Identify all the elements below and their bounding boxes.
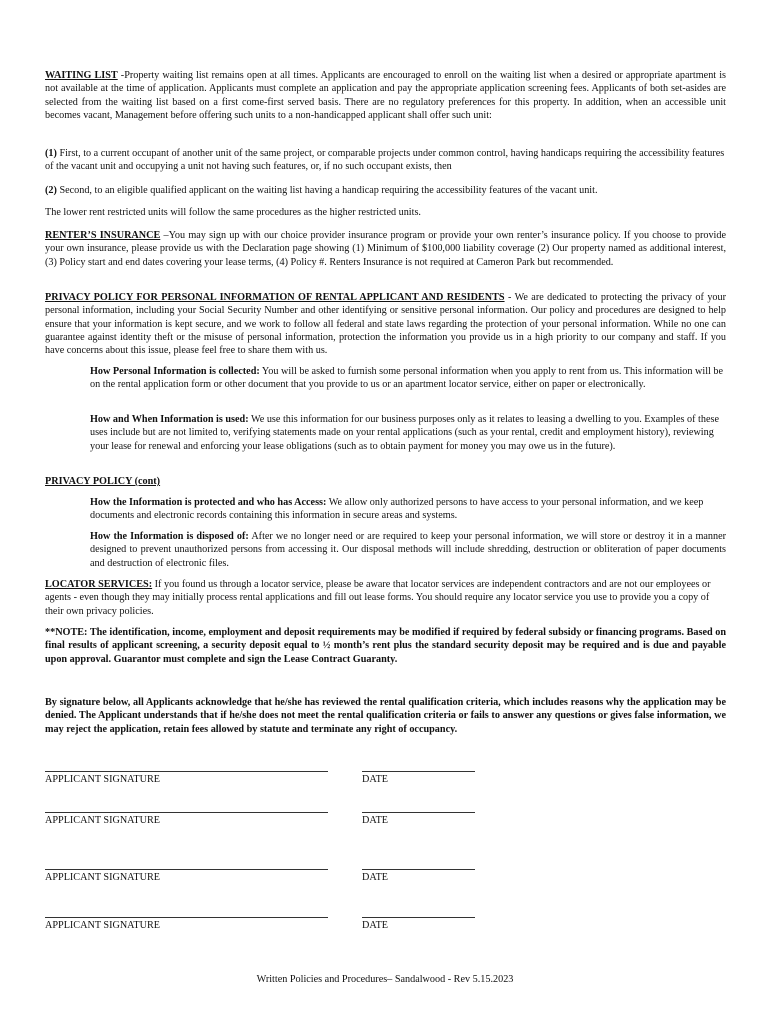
waiting-list-section bbox=[45, 69, 726, 122]
how-collected-heading: How Personal Information is collected: bbox=[90, 366, 260, 377]
how-disposed-body: After we no longer need or are required to keep your personal information, we will store or destroy it in a manner designed to prevent unauthorized persons from accessing it. Our disposal methods will include shredding, destruction or obliteration of paper documents and destruction of electronic files. bbox=[90, 531, 726, 569]
how-disposed-heading: How the Information is disposed of: bbox=[90, 531, 249, 542]
item-1-number: (1) bbox=[45, 148, 57, 159]
item-1-text: First, to a current occupant of another unit of the same project, or comparable projects under common control, having handicaps requiring the accessibility features of the vacant unit and occupying a unit not having such features, or, if no such occupant exists, then bbox=[45, 148, 725, 173]
page-footer: Written Policies and Procedures– Sandalwood - Rev 5.15.2023 bbox=[256, 974, 514, 985]
date-line[interactable] bbox=[362, 869, 475, 870]
privacy-policy-section bbox=[45, 291, 726, 357]
lower-rent-note: The lower rent restricted units will follow the same procedures as the higher restricted units. bbox=[45, 207, 421, 218]
date-line[interactable] bbox=[362, 917, 475, 918]
applicant-signature-line[interactable] bbox=[45, 869, 328, 870]
how-protected-heading: How the Information is protected and who has Access: bbox=[90, 497, 327, 508]
how-collected-body: You will be asked to furnish some personal information when you apply to rent from us. This information will be on the rental application form or other document that you provide to us or an apartment locator service, either on paper or electronically. bbox=[90, 366, 724, 391]
accessible-unit-item-2 bbox=[45, 184, 726, 197]
locator-services-section bbox=[45, 578, 726, 618]
how-protected-section bbox=[90, 496, 726, 523]
date-line[interactable] bbox=[362, 771, 475, 772]
waiting-list-body: -Property waiting list remains open at all times. Applicants are encouraged to enroll on the waiting list when a desired or appropriate apartment is not available at the time of application. Applicants must complete an application and pay the appropriate application screening fees. Applicants of both set-asides are selected from the waiting list based on a first come-first served basis. There are no regulatory preferences for this property. In addition, when an accessible unit becomes vacant, Management before offering such units to a non-handicapped applicant shall offer such unit: bbox=[45, 70, 726, 121]
applicant-signature-label: APPLICANT SIGNATURE bbox=[45, 872, 160, 883]
waiting-list-heading: WAITING LIST bbox=[45, 70, 118, 81]
item-2-number: (2) bbox=[45, 185, 57, 196]
date-label: DATE bbox=[362, 815, 389, 826]
locator-services-heading: LOCATOR SERVICES: bbox=[45, 579, 153, 590]
privacy-policy-cont-heading: PRIVACY POLICY (cont) bbox=[45, 476, 161, 487]
applicant-signature-label: APPLICANT SIGNATURE bbox=[45, 920, 160, 931]
date-label: DATE bbox=[362, 774, 389, 785]
date-label: DATE bbox=[362, 920, 389, 931]
privacy-policy-body: - We are dedicated to protecting the privacy of your personal information, including your Social Security Number and other identifying or sensitive personal information. Our policy and procedures are designed to help ensure that your information is kept secure, and we work to follow all federal and state laws regarding the protection of your personal information. While no one can guarantee against identity theft or the misuse of personal information, protection the information you provide us in a high priority to our company and staff. If you have concerns about this issue, please feel free to share them with us. bbox=[45, 292, 726, 357]
how-collected-section bbox=[90, 365, 726, 392]
how-protected-body: We allow only authorized persons to have access to your personal information, and we keep documents and electronic records containing this information in secure areas and systems. bbox=[90, 497, 704, 522]
acknowledgement-statement: By signature below, all Applicants acknowledge that he/she has reviewed the rental qualification criteria, which includes reasons why the application may be denied. The Applicant understands that if he/she does not meet the rental qualification criteria or fails to answer any questions or gives false information, we may reject the application, retain fees allowed by statute and terminate any right of occupancy. bbox=[45, 697, 726, 735]
how-used-section bbox=[90, 413, 726, 453]
renters-insurance-body: –You may sign up with our choice provider insurance program or provide your own renter’s insurance policy. If you choose to provide your own insurance, please provide us with the Declaration page showing (1) Minimum of $100,000 liability coverage (2) Our property named as additional interest, (3) Policy start and end dates covering your lease terms, (4) Policy #. Renters Insurance is not required at Cameron Park but recommended. bbox=[45, 230, 726, 268]
locator-services-body: If you found us through a locator service, please be aware that locator services are independent contractors and are not our employees or agents - even though they may initially process rental applications and fill out lease forms. You should require any locator service you use to provide you a copy of their own privacy policies. bbox=[45, 579, 711, 617]
applicant-signature-label: APPLICANT SIGNATURE bbox=[45, 815, 160, 826]
accessible-unit-item-1 bbox=[45, 147, 726, 174]
deposit-note: **NOTE: The identification, income, employment and deposit requirements may be modified if required by federal subsidy or financing programs. Based on final results of applicant screening, a security deposit equal to ½ month’s rent plus the standard security deposit may be required and is due and payable upon approval. Guarantor must complete and sign the Lease Contract Guaranty. bbox=[45, 627, 726, 665]
renters-insurance-heading: RENTER’S INSURANCE bbox=[45, 230, 161, 241]
renters-insurance-section bbox=[45, 229, 726, 269]
how-disposed-section bbox=[90, 530, 726, 570]
applicant-signature-line[interactable] bbox=[45, 771, 328, 772]
how-used-heading: How and When Information is used: bbox=[90, 414, 249, 425]
item-2-text: Second, to an eligible qualified applicant on the waiting list having a handicap requiring the accessibility features of the vacant unit. bbox=[56, 185, 598, 196]
how-used-body: We use this information for our business purposes only as it relates to leasing a dwelling to you. Examples of these uses include but are not limited to, verifying statements made on your rental applications (such as your rental, credit and employment history), reviewing your lease for renewal and enforcing your lease obligations (such as to obtain payment for money you may owe us in the future). bbox=[90, 414, 719, 452]
applicant-signature-label: APPLICANT SIGNATURE bbox=[45, 774, 160, 785]
date-label: DATE bbox=[362, 872, 389, 883]
date-line[interactable] bbox=[362, 812, 475, 813]
applicant-signature-line[interactable] bbox=[45, 812, 328, 813]
applicant-signature-line[interactable] bbox=[45, 917, 328, 918]
privacy-policy-heading: PRIVACY POLICY FOR PERSONAL INFORMATION OF RENTAL APPLICANT AND RESIDENTS bbox=[45, 292, 505, 303]
